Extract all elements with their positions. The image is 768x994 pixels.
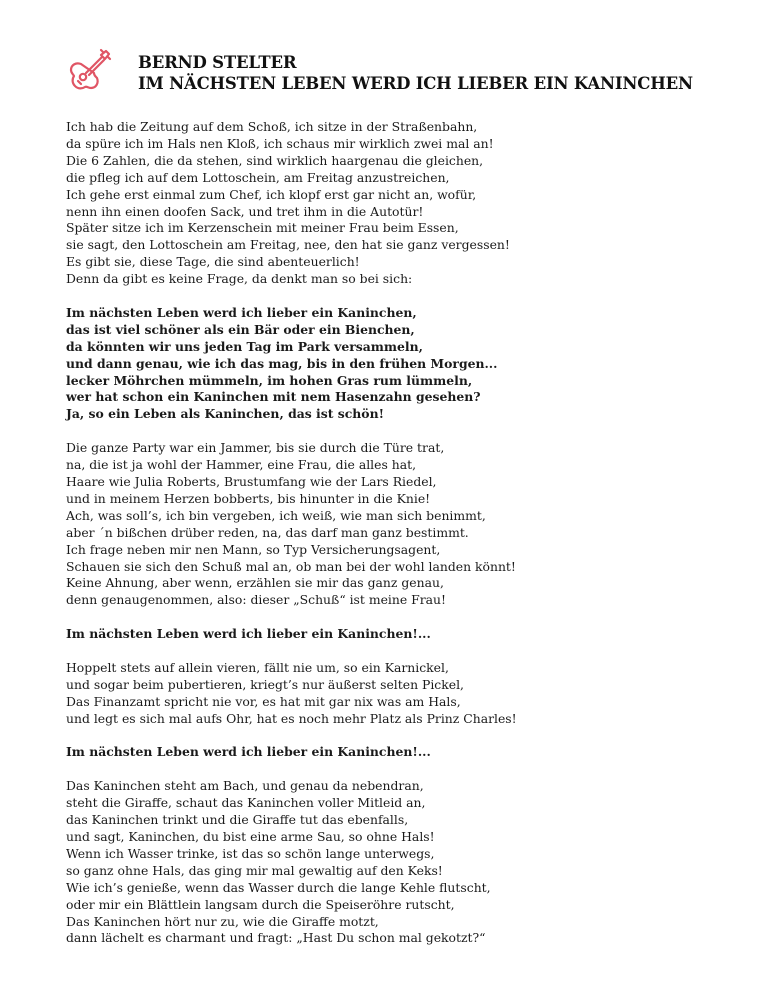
lyric-line: Hoppelt stets auf allein vieren, fällt nie um, so ein Karnickel, [66, 659, 449, 675]
lyric-line: Das Finanzamt spricht nie vor, es hat mit gar nix was am Hals, [66, 693, 461, 709]
guitar-icon [64, 46, 112, 94]
lyric-line: da könnten wir uns jeden Tag im Park versammeln, [66, 338, 423, 354]
chorus-stanza [66, 744, 706, 761]
lyric-line: na, die ist ja wohl der Hammer, eine Frau, die alles hat, [66, 457, 417, 473]
lyric-line: Ja, so ein Leben als Kaninchen, das ist schön! [66, 406, 385, 422]
lyric-line: und in meinem Herzen bobberts, bis hinunter in die Knie! [66, 490, 431, 506]
lyric-line: denn genaugenommen, also: dieser „Schuß“ ist meine Frau! [66, 592, 446, 608]
lyric-line: Ach, was soll’s, ich bin vergeben, ich weiß, wie man sich benimmt, [66, 507, 486, 523]
lyric-line: lecker Möhrchen mümmeln, im hohen Gras rum lümmeln, [66, 372, 473, 388]
lyric-line: Später sitze ich im Kerzenschein mit meiner Frau beim Essen, [66, 220, 459, 236]
header [138, 52, 693, 94]
lyric-line: Das Kaninchen hört nur zu, wie die Giraffe motzt, [66, 913, 379, 929]
lyric-line: Im nächsten Leben werd ich lieber ein Kaninchen!... [66, 626, 431, 642]
lyric-line: Wenn ich Wasser trinke, ist das so schön lange unterwegs, [66, 845, 435, 861]
lyric-line: Im nächsten Leben werd ich lieber ein Kaninchen, [66, 304, 417, 320]
lyric-line: und legt es sich mal aufs Ohr, hat es noch mehr Platz als Prinz Charles! [66, 710, 517, 726]
lyrics [66, 119, 706, 964]
lyric-line: Die ganze Party war ein Jammer, bis sie durch die Türe trat, [66, 440, 445, 456]
lyric-line: nenn ihn einen doofen Sack, und tret ihm in die Autotür! [66, 203, 424, 219]
lyric-line: und sogar beim pubertieren, kriegt’s nur äußerst selten Pickel, [66, 676, 464, 692]
lyric-line: Schauen sie sich den Schuß mal an, ob man bei der wohl landen könnt! [66, 558, 516, 574]
lyric-line: aber ´n bißchen drüber reden, na, das darf man ganz bestimmt. [66, 524, 469, 540]
artist-name: BERND STELTER [138, 53, 297, 72]
lyric-line: Es gibt sie, diese Tage, die sind abenteuerlich! [66, 254, 360, 270]
verse-stanza [66, 660, 706, 728]
lyric-line: Denn da gibt es keine Frage, da denkt man so bei sich: [66, 271, 413, 287]
verse-stanza [66, 119, 706, 288]
lyric-line: dann lächelt es charmant und fragt: „Hast Du schon mal gekotzt?“ [66, 930, 486, 946]
lyric-line: steht die Giraffe, schaut das Kaninchen voller Mitleid an, [66, 795, 426, 811]
verse-stanza [66, 778, 706, 947]
lyric-line: Keine Ahnung, aber wenn, erzählen sie mir das ganz genau, [66, 575, 444, 591]
lyric-line: oder mir ein Blättlein langsam durch die Speiseröhre rutscht, [66, 896, 455, 912]
lyric-line: und dann genau, wie ich das mag, bis in den frühen Morgen... [66, 355, 498, 371]
lyric-line: Wie ich’s genieße, wenn das Wasser durch die lange Kehle flutscht, [66, 879, 491, 895]
song-title: IM NÄCHSTEN LEBEN WERD ICH LIEBER EIN KANINCHEN [138, 74, 693, 93]
lyric-line: das ist viel schöner als ein Bär oder ein Bienchen, [66, 321, 415, 337]
lyric-line: sie sagt, den Lottoschein am Freitag, nee, den hat sie ganz vergessen! [66, 237, 510, 253]
lyric-line: Die 6 Zahlen, die da stehen, sind wirklich haargenau die gleichen, [66, 152, 484, 168]
lyric-line: Ich frage neben mir nen Mann, so Typ Versicherungsagent, [66, 541, 441, 557]
lyric-line: wer hat schon ein Kaninchen mit nem Hasenzahn gesehen? [66, 389, 481, 405]
lyric-line: und sagt, Kaninchen, du bist eine arme Sau, so ohne Hals! [66, 828, 435, 844]
lyric-line: das Kaninchen trinkt und die Giraffe tut das ebenfalls, [66, 812, 409, 828]
lyric-line: Das Kaninchen steht am Bach, und genau da nebendran, [66, 778, 424, 794]
chorus-stanza [66, 626, 706, 643]
chorus-stanza [66, 305, 706, 423]
lyric-line: Ich gehe erst einmal zum Chef, ich klopf erst gar nicht an, wofür, [66, 186, 477, 202]
lyric-line: Ich hab die Zeitung auf dem Schoß, ich sitze in der Straßenbahn, [66, 119, 478, 134]
lyric-line: Im nächsten Leben werd ich lieber ein Kaninchen!... [66, 744, 431, 760]
lyric-line: so ganz ohne Hals, das ging mir mal gewaltig auf den Keks! [66, 862, 443, 878]
lyric-line: Haare wie Julia Roberts, Brustumfang wie der Lars Riedel, [66, 474, 437, 489]
lyric-line: da spüre ich im Hals nen Kloß, ich schaus mir wirklich zwei mal an! [66, 135, 494, 151]
verse-stanza [66, 440, 706, 609]
lyric-line: die pfleg ich auf dem Lottoschein, am Freitag anzustreichen, [66, 169, 450, 185]
